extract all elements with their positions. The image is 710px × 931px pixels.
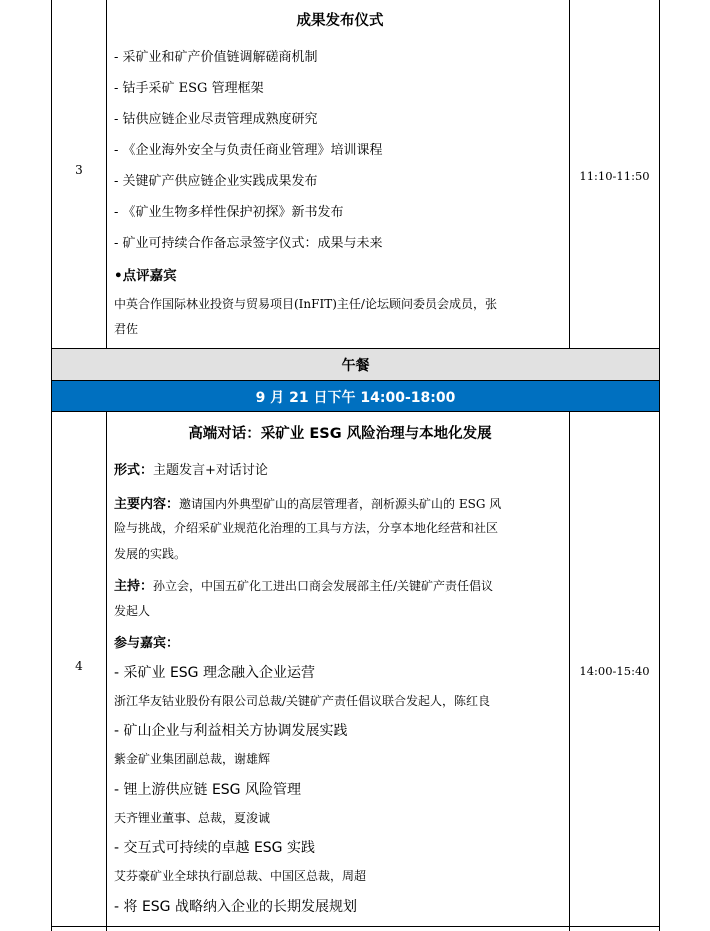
table-divider-2	[569, 0, 570, 348]
content-text-3: 发展的实践。	[114, 547, 187, 561]
table-divider-1b	[106, 412, 107, 931]
list-item: - 《矿业生物多样性保护初探》新书发布	[114, 205, 344, 220]
topic-title: - 采矿业 ESG 理念融入企业运营	[114, 665, 315, 681]
afternoon-session-band	[52, 381, 659, 411]
row-time-4: 14:00-15:40	[579, 664, 650, 678]
table-border-right	[659, 0, 660, 931]
afternoon-session-label: 9 月 21 日下午 14:00-18:00	[255, 390, 456, 406]
list-item: - 钴手采矿 ESG 管理框架	[114, 81, 264, 96]
row-time-3: 11:10-11:50	[579, 169, 650, 183]
content-text-1: 邀请国内外典型矿山的高层管理者，剖析源头矿山的 ESG 风	[179, 497, 502, 511]
topic-speaker: 天齐锂业董事、总裁，夏浚诚	[114, 811, 271, 825]
list-item: - 关键矿产供应链企业实践成果发布	[114, 174, 318, 189]
host-line	[114, 575, 493, 594]
host-text-1: 孙立会，中国五矿化工进出口商会发展部主任/关键矿产责任倡议	[153, 579, 494, 593]
lunch-label: 午餐	[341, 358, 370, 374]
topic-title: - 交互式可持续的卓越 ESG 实践	[114, 840, 315, 856]
section-title: 成果发布仪式	[296, 13, 384, 29]
table-bottom	[51, 926, 660, 927]
topic-speaker: 紫金矿业集团副总裁，谢雄辉	[114, 752, 271, 766]
content-label: 主要内容：	[114, 497, 180, 512]
format-label: 形式：	[114, 463, 154, 478]
topic-title: - 将 ESG 战略纳入企业的长期发展规划	[114, 899, 357, 915]
list-item: - 《企业海外安全与负责任商业管理》培训课程	[114, 143, 383, 158]
table-border-left	[51, 0, 52, 931]
table-divider-1	[106, 0, 107, 348]
content-line	[114, 493, 501, 512]
row3-content	[114, 0, 566, 348]
commenter-label: •点评嘉宾	[114, 268, 177, 284]
content-text-2: 险与挑战，介绍采矿业规范化治理的工具与方法，分享本地化经营和社区	[114, 521, 499, 535]
row4-content	[114, 412, 566, 926]
table-divider-2b	[569, 412, 570, 931]
list-item: - 矿业可持续合作备忘录签字仪式：成果与未来	[114, 236, 383, 251]
row-number-4: 4	[75, 659, 83, 673]
topic-speaker: 艾芬豪矿业全球执行副总裁、中国区总裁，周超	[114, 869, 367, 883]
format-line	[114, 459, 268, 478]
format-value: 主题发言+对话讨论	[153, 463, 268, 478]
dialogue-title: 高端对话：采矿业 ESG 风险治理与本地化发展	[188, 426, 492, 442]
topic-speaker: 浙江华友钴业股份有限公司总裁/关键矿产责任倡议联合发起人，陈红良	[114, 694, 491, 708]
lunch-band	[52, 349, 659, 380]
list-item: - 钴供应链企业尽责管理成熟度研究	[114, 112, 318, 127]
commenter-info-cont: 君佐	[114, 322, 139, 336]
topic-title: - 矿山企业与利益相关方协调发展实践	[114, 723, 348, 739]
host-label: 主持：	[114, 579, 154, 594]
list-item: - 采矿业和矿产价值链调解磋商机制	[114, 50, 318, 65]
topic-title: - 锂上游供应链 ESG 风险管理	[114, 782, 301, 798]
commenter-info: 中英合作国际林业投资与贸易项目(InFIT)主任/论坛顾问委员会成员，张	[114, 297, 497, 311]
guests-label: 参与嘉宾：	[114, 636, 180, 651]
host-text-2: 发起人	[114, 604, 151, 618]
row-number-3: 3	[75, 163, 83, 177]
